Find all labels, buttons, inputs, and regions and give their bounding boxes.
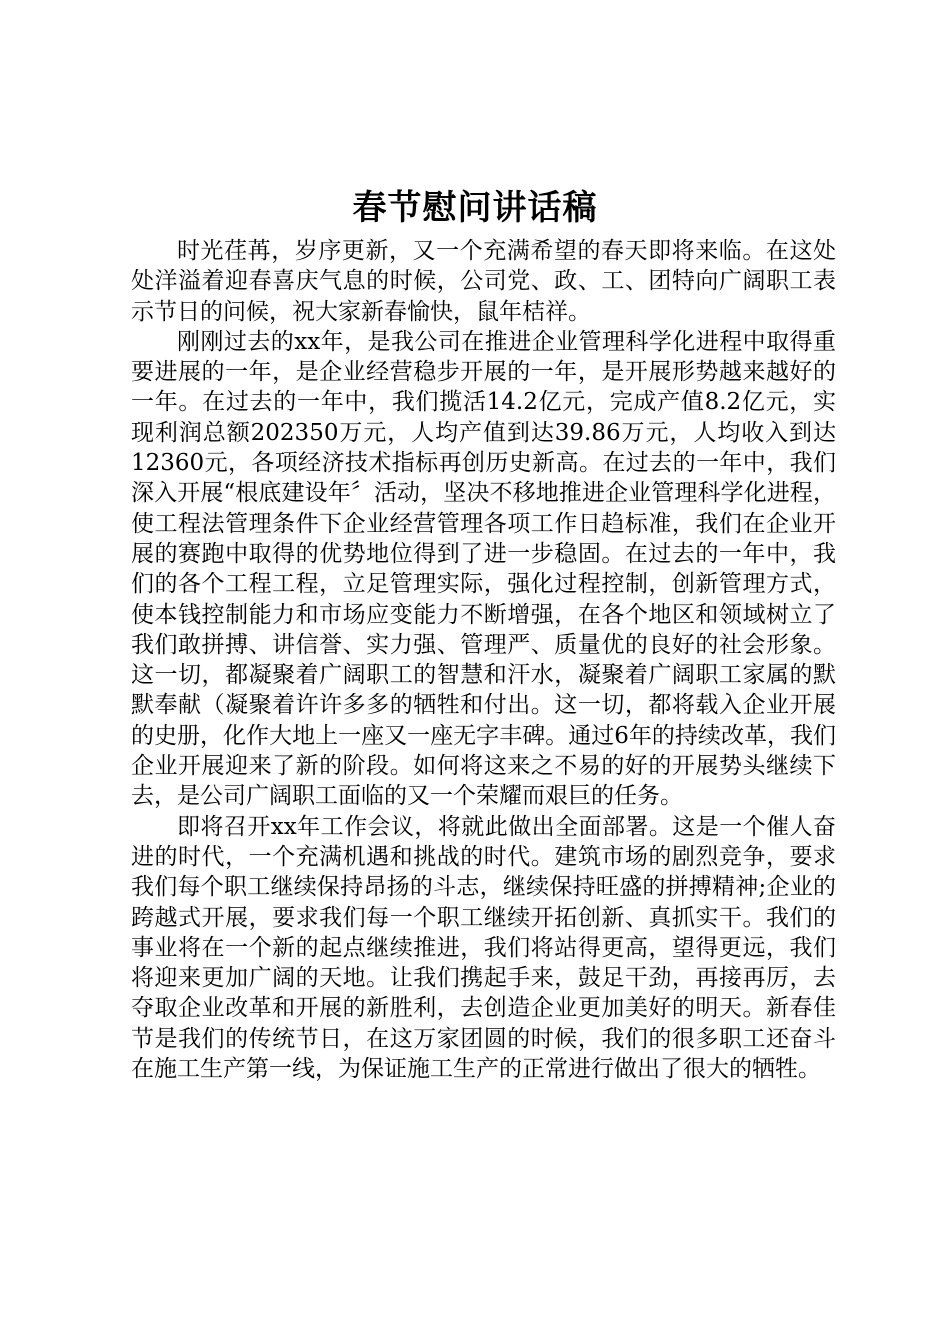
paragraph: 时光荏苒，岁序更新，又一个充满希望的春天即将来临。在这处处洋溢着迎春喜庆气息的时候，公司党、政、工、团特向广阔职工表示节日的问候，祝大家新春愉快，鼠年桔祥。 bbox=[131, 238, 836, 325]
document-body bbox=[131, 236, 836, 1084]
document-title: 春节慰问讲话稿 bbox=[352, 188, 598, 228]
paragraph: 即将召开xx年工作会议，将就此做出全面部署。这是一个催人奋进的时代，一个充满机遇和挑战的时代。建筑市场的剧烈竞争，要求我们每个职工继续保持昂扬的斗志，继续保持旺盛的拼搏精神;企业的跨越式开展，要求我们每一个职工继续开拓创新、真抓实干。我们的事业将在一个新的起点继续推进，我们将站得更高，望得更远，我们将迎来更加广阔的天地。让我们携起手来，鼓足干劲，再接再厉，去夺取企业改革和开展的新胜利，去创造企业更加美好的明天。新春佳节是我们的传统节日，在这万家团圆的时候，我们的很多职工还奋斗在施工生产第一线，为保证施工生产的正常进行做出了很大的牺牲。 bbox=[131, 813, 836, 1083]
paragraph: 刚刚过去的xx年，是我公司在推进企业管理科学化进程中取得重要进展的一年，是企业经营稳步开展的一年，是开展形势越来越好的一年。在过去的一年中，我们揽活14.2亿元，完成产值8.2亿元，实现利润总额202350万元，人均产值到达39.86万元，人均收入到达12360元，各项经济技术指标再创历史新高。在过去的一年中，我们深入开展“根底建设年〞活动，坚决不移地推进企业管理科学化进程，使工程法管理条件下企业经营管理各项工作日趋标准，我们在企业开展的赛跑中取得的优势地位得到了进一步稳固。在过去的一年中，我们的各个工程工程，立足管理实际，强化过程控制，创新管理方式，使本钱控制能力和市场应变能力不断增强，在各个地区和领域树立了我们敢拼搏、讲信誉、实力强、管理严、质量优的良好的社会形象。这一切，都凝聚着广阔职工的智慧和汗水，凝聚着广阔职工家属的默默奉献（凝聚着许许多多的牺牲和付出。这一切，都将载入企业开展的史册，化作大地上一座又一座无字丰碑。通过6年的持续改革，我们企业开展迎来了新的阶段。如何将这来之不易的好的开展势头继续下去，是公司广阔职工面临的又一个荣耀而艰巨的任务。 bbox=[131, 328, 836, 810]
